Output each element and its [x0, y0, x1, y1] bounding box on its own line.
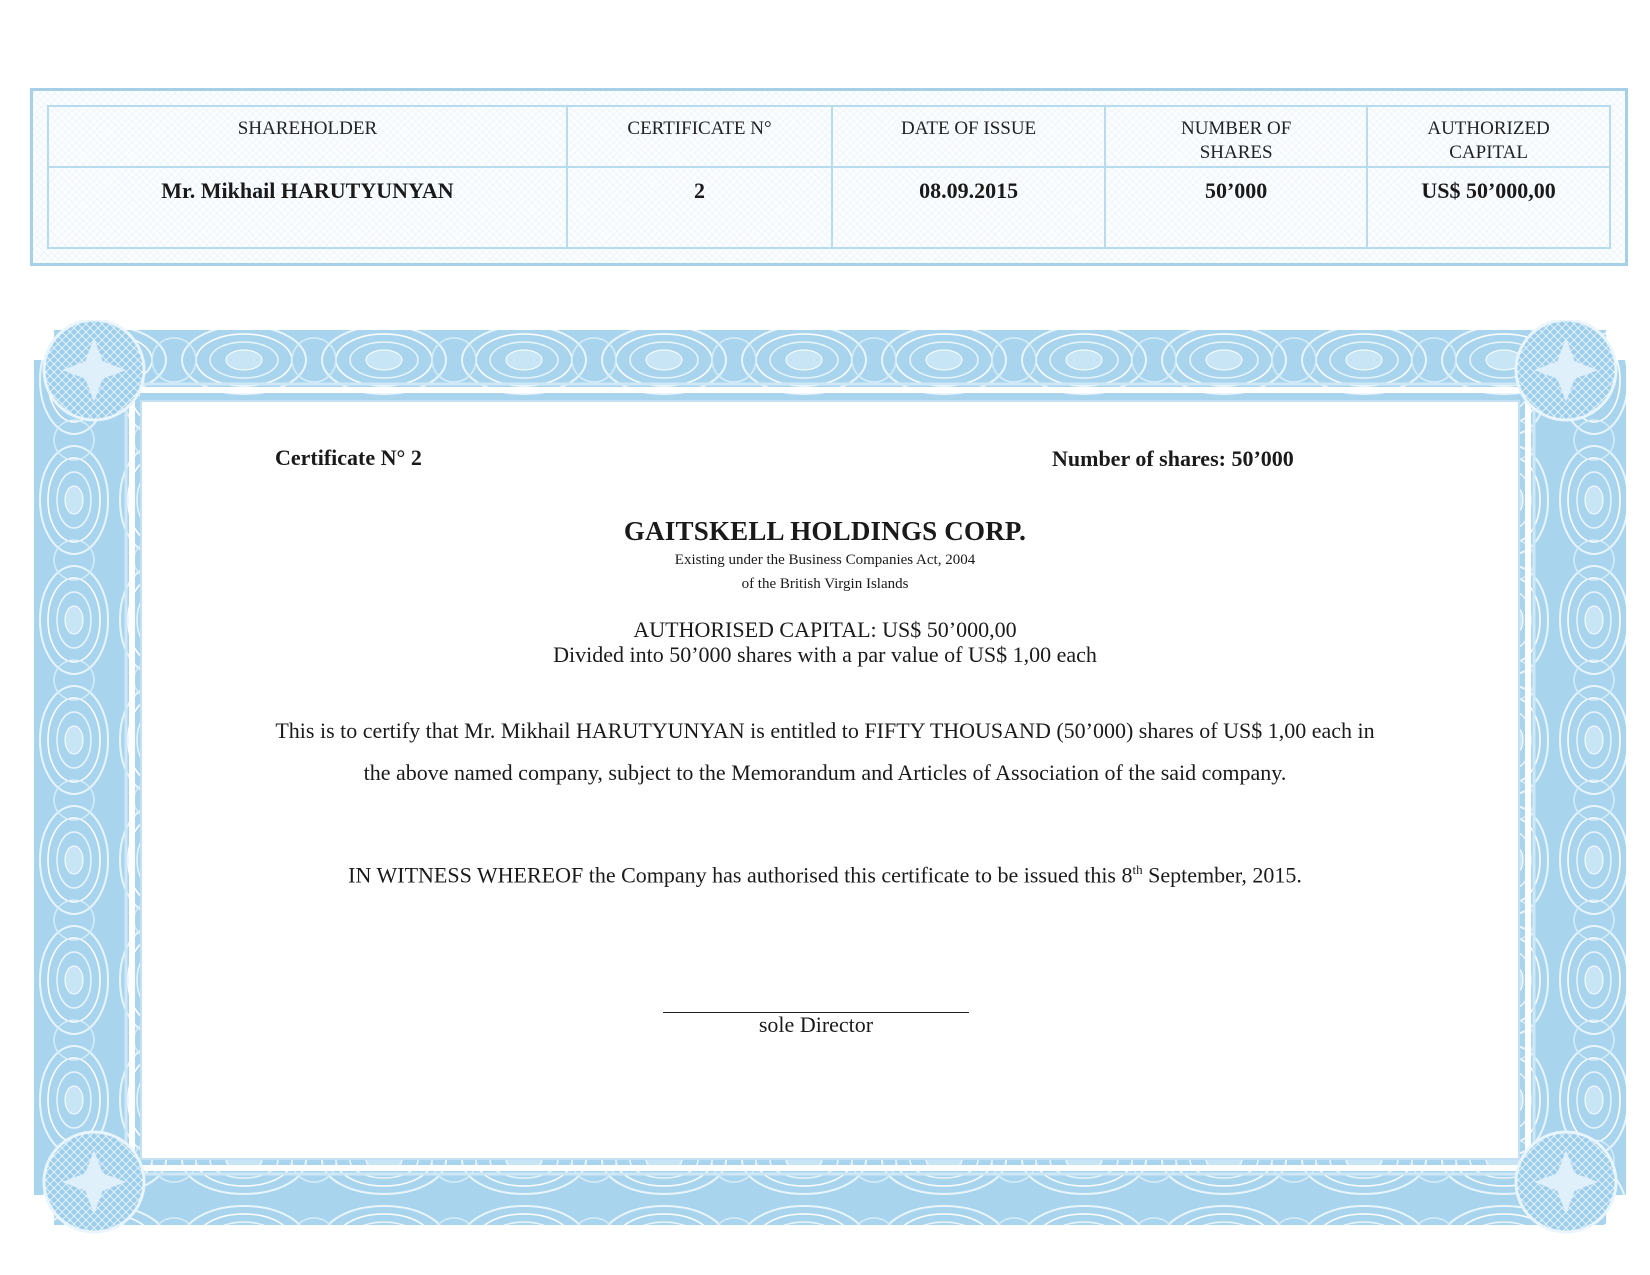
header-date-of-issue: DATE OF ISSUE	[832, 107, 1105, 167]
number-of-shares: Number of shares: 50’000	[1052, 446, 1294, 471]
corner-ornament-top-right	[1516, 320, 1616, 420]
stub-header-row	[49, 107, 1609, 167]
authorised-capital: AUTHORISED CAPITAL: US$ 50’000,00	[633, 617, 1017, 642]
certificate-stub	[30, 88, 1628, 266]
header-certificate-no: CERTIFICATE N°	[567, 107, 832, 167]
header-shareholder: SHAREHOLDER	[49, 107, 567, 167]
signature-label: sole Director	[758, 1012, 874, 1037]
header-number-of-shares: NUMBER OF SHARES	[1105, 107, 1367, 167]
cell-authorized-capital: US$ 50’000,00	[1421, 178, 1556, 203]
cell-date-of-issue: 08.09.2015	[832, 167, 1105, 247]
corner-ornament-bottom-left	[44, 1132, 144, 1232]
stub-frame	[47, 105, 1611, 249]
cell-number-of-shares: 50’000	[1105, 167, 1367, 247]
company-name: GAITSKELL HOLDINGS CORP.	[623, 516, 1027, 546]
cell-certificate-no: 2	[567, 167, 832, 247]
incorporation-line-1: Existing under the Business Companies Act, 2004	[674, 552, 976, 568]
share-division: Divided into 50’000 shares with a par value of US$ 1,00 each	[553, 642, 1097, 667]
header-authorized-capital: AUTHORIZED CAPITAL	[1367, 107, 1609, 167]
incorporation-line-2: of the British Virgin Islands	[741, 576, 909, 592]
stub-table	[49, 107, 1609, 247]
cell-shareholder: Mr. Mikhail HARUTYUNYAN	[49, 167, 567, 247]
certificate-number: Certificate N° 2	[275, 445, 422, 470]
corner-ornament-top-left	[44, 320, 144, 420]
corner-ornament-bottom-right	[1516, 1132, 1616, 1232]
certification-statement: This is to certify that Mr. Mikhail HARUTYUNYAN is entitled to FIFTY THOUSAND (50’000) shares of US$ 1,00 each in the above named company, subject to the Memorandum and Articles of Association of the said company.	[275, 718, 1375, 785]
stub-data-row	[49, 167, 1609, 247]
witness-clause: IN WITNESS WHEREOF the Company has authorised this certificate to be issued this 8th September, 2015.	[348, 862, 1302, 888]
